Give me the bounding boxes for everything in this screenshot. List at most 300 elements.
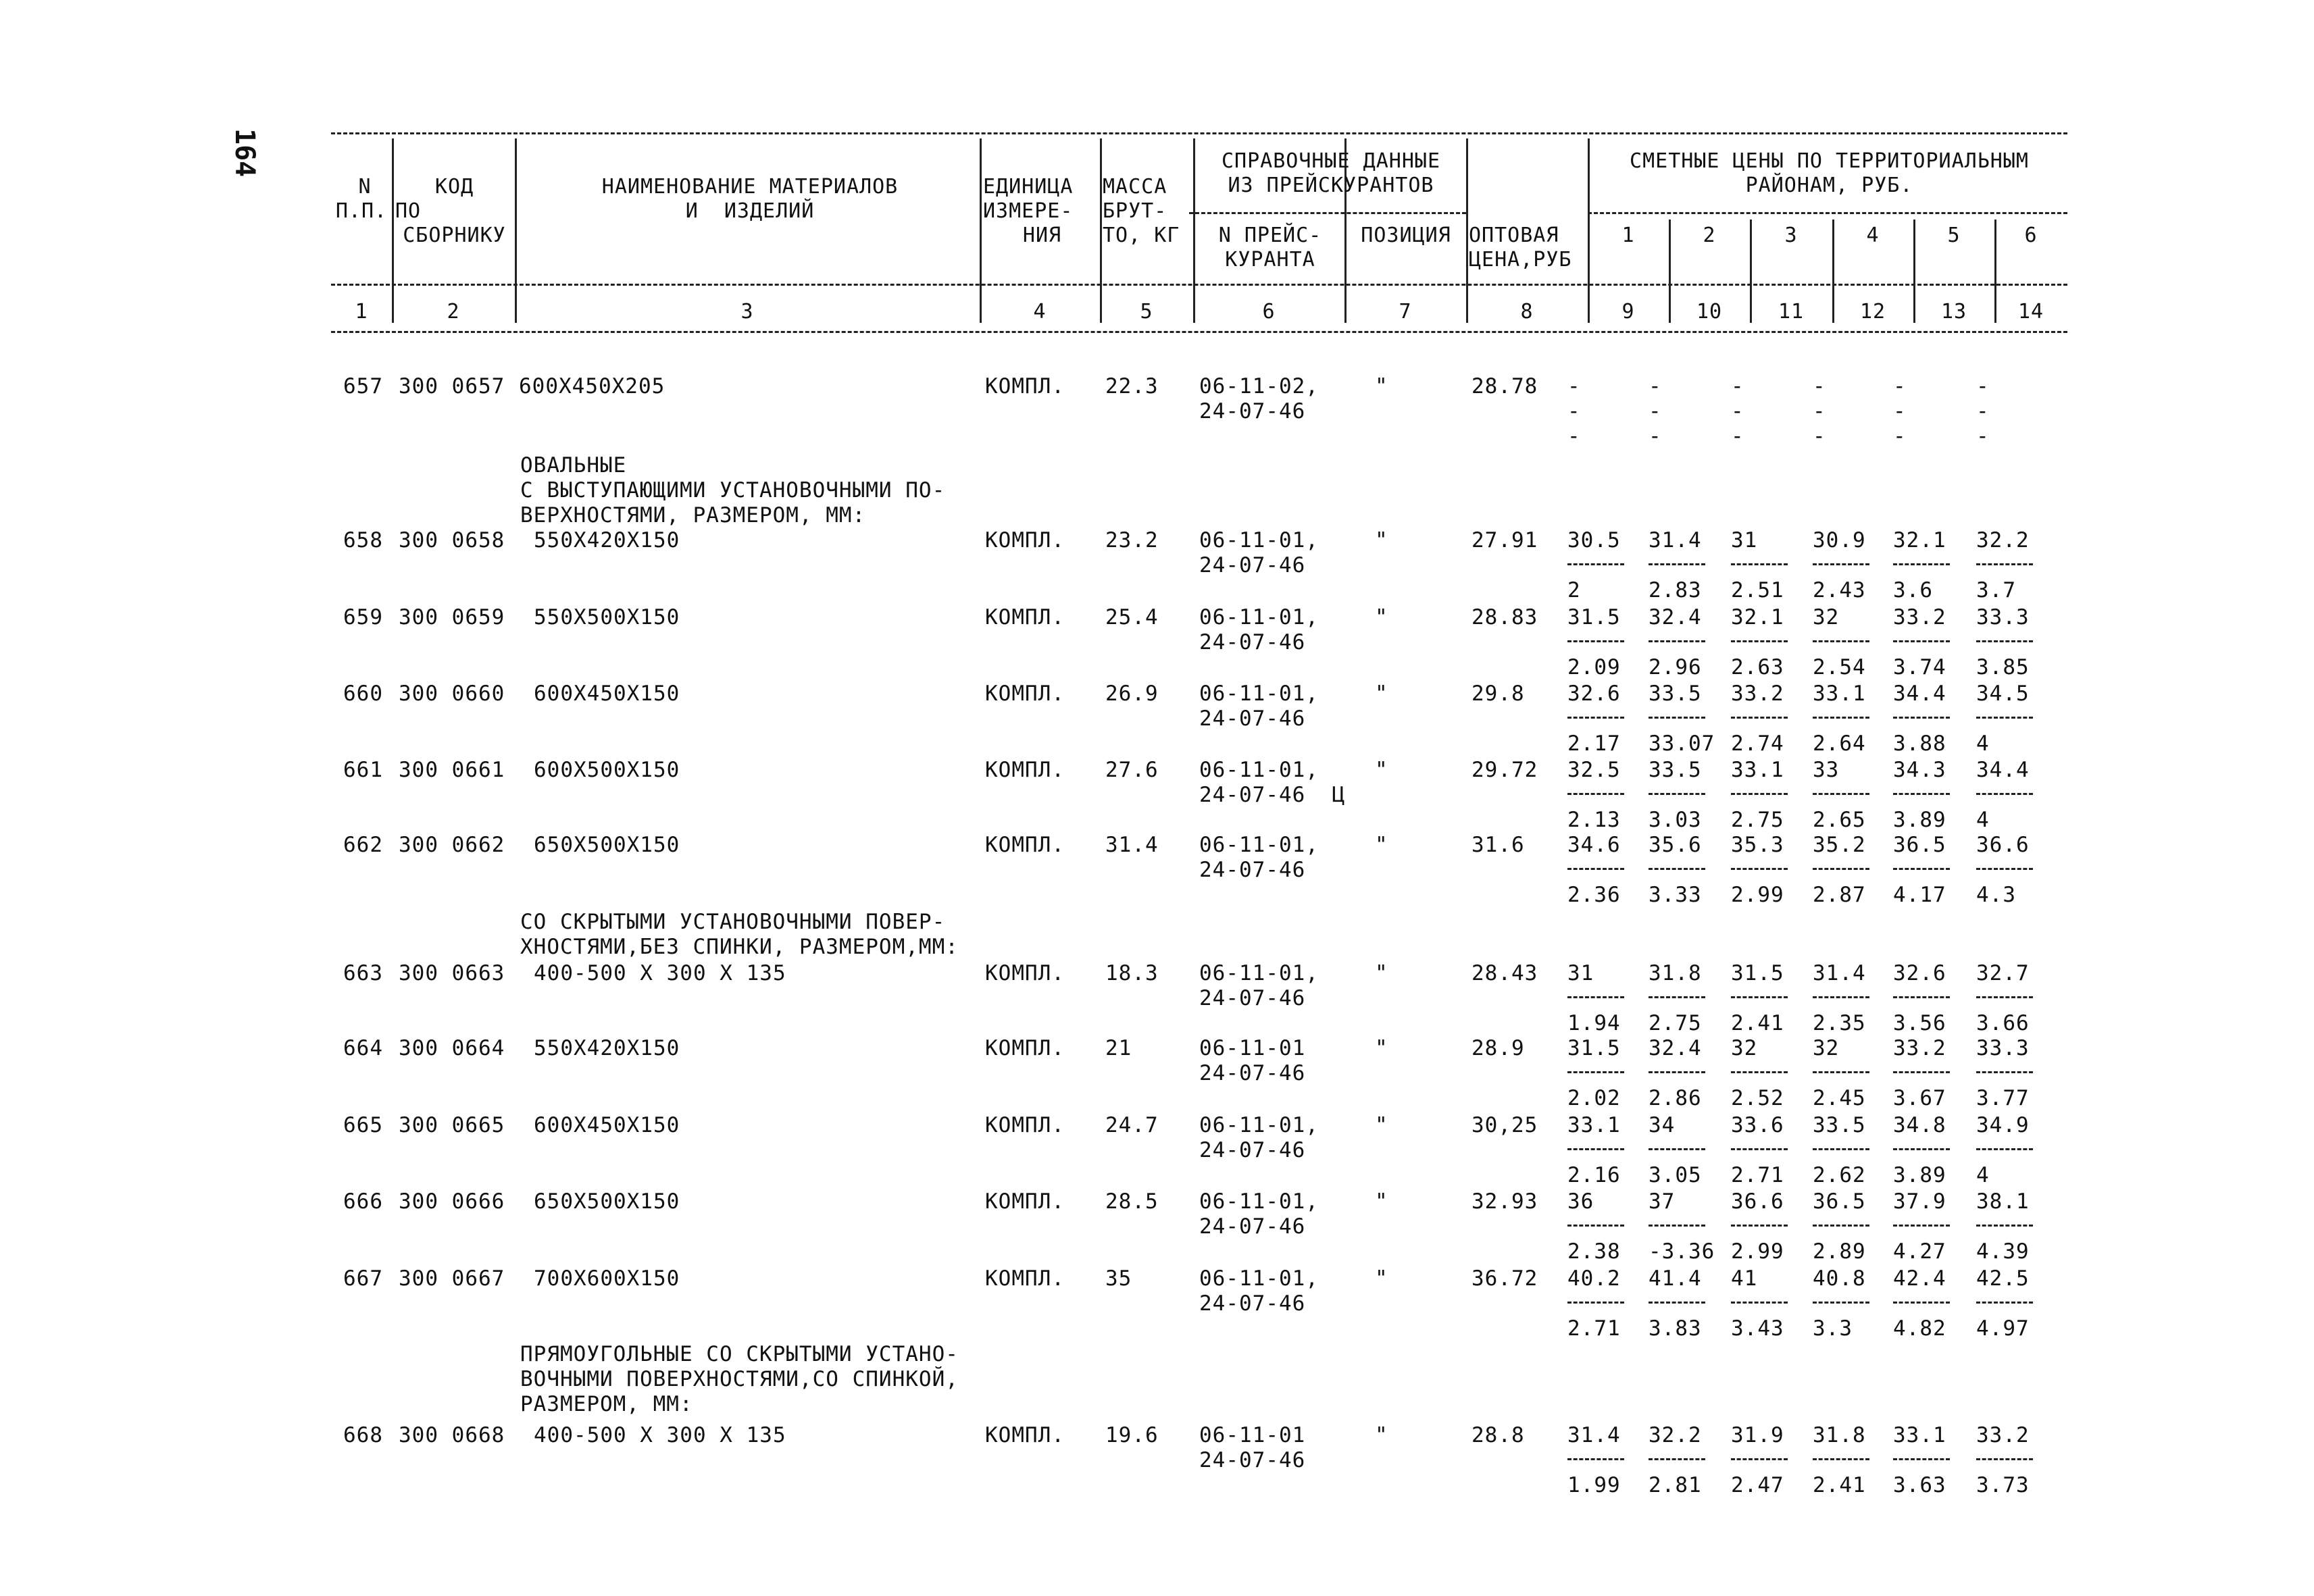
region-price: - xyxy=(1649,399,1662,423)
header-region-group-line2: РАЙОНАМ, РУБ. xyxy=(1745,174,1913,197)
row-unit: КОМПЛ. xyxy=(985,961,1065,985)
region-price: 2.89 xyxy=(1813,1239,1866,1264)
row-price-ref-2: 24-07-46 xyxy=(1199,630,1306,654)
region-price: 3.88 xyxy=(1893,731,1946,756)
region-price: 36.5 xyxy=(1893,833,1946,857)
fraction-rule xyxy=(1567,793,1624,795)
region-price: 30.9 xyxy=(1813,528,1866,552)
region-price: 4 xyxy=(1976,731,1990,756)
fraction-rule xyxy=(1976,793,2033,795)
fraction-rule xyxy=(1813,1071,1869,1073)
header-region-1: 1 xyxy=(1621,224,1635,247)
fraction-rule xyxy=(1649,640,1705,642)
row-price-ref: 06-11-01, xyxy=(1199,758,1319,782)
fraction-rule xyxy=(1649,1071,1705,1073)
row-name: 400-500 Х 300 Х 135 xyxy=(534,961,786,985)
fraction-rule xyxy=(1813,868,1869,870)
fraction-rule xyxy=(1649,793,1705,795)
header-col4-line1: ЕДИНИЦА xyxy=(983,175,1074,199)
row-price-ref-2: 24-07-46 xyxy=(1199,1214,1306,1239)
header-col5-line2: БРУТ- xyxy=(1103,199,1167,223)
fraction-rule xyxy=(1567,1302,1624,1304)
section-heading-line: ОВАЛЬНЫЕ xyxy=(520,453,627,478)
region-price: - xyxy=(1567,374,1581,398)
section-heading-line: С ВЫСТУПАЮЩИМИ УСТАНОВОЧНЫМИ ПО- xyxy=(520,478,946,503)
region-price: 2.99 xyxy=(1731,883,1784,907)
row-unit: КОМПЛ. xyxy=(985,1189,1065,1214)
header-column-number: 11 xyxy=(1778,300,1805,324)
row-mass: 23.2 xyxy=(1105,528,1159,552)
region-price: 4.3 xyxy=(1976,883,2016,907)
region-price: 2.87 xyxy=(1813,883,1866,907)
row-price-ref-2: 24-07-46 xyxy=(1199,1291,1306,1316)
fraction-rule xyxy=(1893,868,1950,870)
region-price: 2.75 xyxy=(1731,808,1784,832)
fraction-rule xyxy=(1731,996,1788,998)
header-region-group-line1: СМЕТНЫЕ ЦЕНЫ ПО ТЕРРИТОРИАЛЬНЫМ xyxy=(1630,149,2029,173)
region-price: 3.67 xyxy=(1893,1086,1946,1110)
fraction-rule xyxy=(1649,1302,1705,1304)
region-price: 33.1 xyxy=(1731,758,1784,782)
fraction-rule xyxy=(1893,996,1950,998)
fraction-rule xyxy=(1893,1148,1950,1150)
header-col-separator xyxy=(392,138,394,323)
region-price: 34.5 xyxy=(1976,681,2030,706)
row-code: 300 0660 xyxy=(399,681,505,706)
region-price: 34.4 xyxy=(1893,681,1946,706)
row-position: " xyxy=(1375,1423,1388,1447)
row-price-ref: 06-11-01, xyxy=(1199,605,1319,629)
row-price-ref: 06-11-01, xyxy=(1199,1113,1319,1137)
region-price: 2.47 xyxy=(1731,1473,1784,1497)
fraction-rule xyxy=(1976,868,2033,870)
row-code: 300 0668 xyxy=(399,1423,505,1447)
fraction-rule xyxy=(1567,1148,1624,1150)
row-number: 668 xyxy=(343,1423,383,1447)
row-wholesale: 28.83 xyxy=(1472,605,1538,629)
row-position: " xyxy=(1375,681,1388,706)
region-price: 32 xyxy=(1813,605,1840,629)
fraction-rule xyxy=(1976,996,2033,998)
header-col-separator xyxy=(1466,138,1468,323)
region-price: 32.2 xyxy=(1649,1423,1702,1447)
row-mass: 35 xyxy=(1105,1266,1132,1291)
region-price: 37.9 xyxy=(1893,1189,1946,1214)
region-price: - xyxy=(1813,374,1826,398)
row-unit: КОМПЛ. xyxy=(985,758,1065,782)
row-mass: 24.7 xyxy=(1105,1113,1159,1137)
fraction-rule xyxy=(1731,868,1788,870)
row-unit: КОМПЛ. xyxy=(985,1036,1065,1060)
row-wholesale: 31.6 xyxy=(1472,833,1525,857)
row-position: " xyxy=(1375,833,1388,857)
region-price: 33.1 xyxy=(1813,681,1866,706)
region-price: 3.7 xyxy=(1976,578,2016,602)
fraction-rule xyxy=(1567,640,1624,642)
row-unit: КОМПЛ. xyxy=(985,1266,1065,1291)
region-price: 2.62 xyxy=(1813,1163,1866,1187)
region-price: 2.83 xyxy=(1649,578,1702,602)
region-price: - xyxy=(1731,399,1744,423)
fraction-rule xyxy=(1813,1458,1869,1460)
row-number: 666 xyxy=(343,1189,383,1214)
region-price: 31.5 xyxy=(1567,605,1621,629)
row-price-ref-2: 24-07-46 xyxy=(1199,1448,1306,1472)
fraction-rule xyxy=(1731,563,1788,565)
region-price: 2.81 xyxy=(1649,1473,1702,1497)
row-price-ref: 06-11-01 xyxy=(1199,1036,1306,1060)
region-price: 2.96 xyxy=(1649,655,1702,679)
page-number: 164 xyxy=(229,128,260,178)
fraction-rule xyxy=(1976,1302,2033,1304)
region-price: 31 xyxy=(1731,528,1758,552)
header-column-number: 13 xyxy=(1940,300,1967,324)
region-price: 3.43 xyxy=(1731,1316,1784,1341)
row-name: 550Х500Х150 xyxy=(534,605,680,629)
region-price: 32.6 xyxy=(1893,961,1946,985)
row-price-ref: 06-11-02, xyxy=(1199,374,1319,398)
fraction-rule xyxy=(1731,1458,1788,1460)
row-price-ref-2: 24-07-46 xyxy=(1199,858,1306,882)
region-price: 2.45 xyxy=(1813,1086,1866,1110)
header-ref-group-line2: ИЗ ПРЕЙСКУРАНТОВ xyxy=(1228,174,1434,197)
header-mid-rule-regions xyxy=(1588,212,2067,214)
row-position: " xyxy=(1375,374,1388,398)
row-name: 650Х500Х150 xyxy=(534,833,680,857)
row-number: 658 xyxy=(343,528,383,552)
header-col8-line2: ЦЕНА,РУБ xyxy=(1469,248,1572,272)
fraction-rule xyxy=(1976,1458,2033,1460)
row-wholesale: 29.72 xyxy=(1472,758,1538,782)
region-price: - xyxy=(1567,424,1581,448)
fraction-rule xyxy=(1813,1148,1869,1150)
region-price: 31.4 xyxy=(1813,961,1866,985)
region-price: 2.41 xyxy=(1731,1011,1784,1035)
region-price: 4.97 xyxy=(1976,1316,2030,1341)
region-price: 3.73 xyxy=(1976,1473,2030,1497)
row-wholesale: 28.8 xyxy=(1472,1423,1525,1447)
region-price: 3.77 xyxy=(1976,1086,2030,1110)
header-col-separator xyxy=(980,138,982,323)
region-price: 2.36 xyxy=(1567,883,1621,907)
header-column-number: 8 xyxy=(1520,300,1534,324)
region-price: 3.66 xyxy=(1976,1011,2030,1035)
header-column-number: 14 xyxy=(2017,300,2044,324)
row-name: 600Х450Х150 xyxy=(534,681,680,706)
region-price: 2 xyxy=(1567,578,1581,602)
fraction-rule xyxy=(1731,717,1788,719)
header-region-3: 3 xyxy=(1784,224,1798,247)
fraction-rule xyxy=(1976,717,2033,719)
row-mass: 18.3 xyxy=(1105,961,1159,985)
header-col7: ПОЗИЦИЯ xyxy=(1361,224,1451,247)
fraction-rule xyxy=(1893,1071,1950,1073)
row-code: 300 0662 xyxy=(399,833,505,857)
row-unit: КОМПЛ. xyxy=(985,681,1065,706)
region-price: 4.39 xyxy=(1976,1239,2030,1264)
region-price: 3.63 xyxy=(1893,1473,1946,1497)
fraction-rule xyxy=(1893,717,1950,719)
row-price-ref-2: 24-07-46 xyxy=(1199,399,1306,423)
region-price: 1.99 xyxy=(1567,1473,1621,1497)
region-price: 37 xyxy=(1649,1189,1676,1214)
region-price: 31.4 xyxy=(1567,1423,1621,1447)
region-price: 4 xyxy=(1976,808,1990,832)
row-number: 660 xyxy=(343,681,383,706)
region-price: - xyxy=(1893,399,1907,423)
header-col3-line2: И ИЗДЕЛИЙ xyxy=(685,199,815,223)
region-price: 2.63 xyxy=(1731,655,1784,679)
region-price: 3.89 xyxy=(1893,808,1946,832)
header-col2-line2: ПО xyxy=(395,199,422,223)
region-price: 33.5 xyxy=(1649,758,1702,782)
region-price: 33.2 xyxy=(1976,1423,2030,1447)
header-col3-line1: НАИМЕНОВАНИЕ МАТЕРИАЛОВ xyxy=(601,175,899,199)
region-price: - xyxy=(1567,399,1581,423)
section-heading-line: ВЕРХНОСТЯМИ, РАЗМЕРОМ, ММ: xyxy=(520,503,866,527)
row-wholesale: 28.43 xyxy=(1472,961,1538,985)
region-price: 2.09 xyxy=(1567,655,1621,679)
fraction-rule xyxy=(1649,563,1705,565)
region-price: 33.2 xyxy=(1731,681,1784,706)
region-price: 34.9 xyxy=(1976,1113,2030,1137)
header-column-number: 7 xyxy=(1399,300,1412,324)
region-price: - xyxy=(1649,424,1662,448)
row-name: 550Х420Х150 xyxy=(534,528,680,552)
region-price: 2.02 xyxy=(1567,1086,1621,1110)
region-price: 35.2 xyxy=(1813,833,1866,857)
header-col8-line1: ОПТОВАЯ xyxy=(1469,224,1559,247)
region-price: 34.8 xyxy=(1893,1113,1946,1137)
region-price: 4.27 xyxy=(1893,1239,1946,1264)
row-number: 659 xyxy=(343,605,383,629)
row-wholesale: 32.93 xyxy=(1472,1189,1538,1214)
header-mid-rule-ref xyxy=(1189,212,1466,214)
region-price: 2.86 xyxy=(1649,1086,1702,1110)
row-name: 600Х500Х150 xyxy=(534,758,680,782)
region-price: 33.07 xyxy=(1649,731,1715,756)
row-position: " xyxy=(1375,528,1388,552)
region-price: 31.8 xyxy=(1649,961,1702,985)
fraction-rule xyxy=(1813,563,1869,565)
region-price: 32.7 xyxy=(1976,961,2030,985)
row-position: " xyxy=(1375,1036,1388,1060)
row-mass: 27.6 xyxy=(1105,758,1159,782)
region-price: 31.5 xyxy=(1567,1036,1621,1060)
row-position: " xyxy=(1375,1189,1388,1214)
region-price: 34.3 xyxy=(1893,758,1946,782)
region-price: 2.71 xyxy=(1731,1163,1784,1187)
fraction-rule xyxy=(1731,640,1788,642)
region-price: 4 xyxy=(1976,1163,1990,1187)
header-column-number: 3 xyxy=(740,300,754,324)
header-top-rule xyxy=(331,132,2067,134)
region-price: 34.6 xyxy=(1567,833,1621,857)
row-code: 300 0663 xyxy=(399,961,505,985)
section-heading-line: СО СКРЫТЫМИ УСТАНОВОЧНЫМИ ПОВЕР- xyxy=(520,910,946,934)
region-price: 33 xyxy=(1813,758,1840,782)
row-wholesale: 28.78 xyxy=(1472,374,1538,398)
region-price: - xyxy=(1976,424,1990,448)
header-region-2: 2 xyxy=(1703,224,1716,247)
region-price: - xyxy=(1813,424,1826,448)
row-unit: КОМПЛ. xyxy=(985,374,1065,398)
row-mass: 26.9 xyxy=(1105,681,1159,706)
row-unit: КОМПЛ. xyxy=(985,833,1065,857)
row-wholesale: 36.72 xyxy=(1472,1266,1538,1291)
region-price: 32 xyxy=(1731,1036,1758,1060)
region-price: 41 xyxy=(1731,1266,1758,1291)
fraction-rule xyxy=(1731,1225,1788,1227)
fraction-rule xyxy=(1976,1148,2033,1150)
fraction-rule xyxy=(1813,1302,1869,1304)
region-price: 31 xyxy=(1567,961,1594,985)
row-price-ref-2: 24-07-46 xyxy=(1199,706,1306,731)
region-price: 1.94 xyxy=(1567,1011,1621,1035)
row-wholesale: 28.9 xyxy=(1472,1036,1525,1060)
region-price: 38.1 xyxy=(1976,1189,2030,1214)
fraction-rule xyxy=(1649,717,1705,719)
region-price: 3.3 xyxy=(1813,1316,1853,1341)
row-position: " xyxy=(1375,605,1388,629)
region-price: 2.17 xyxy=(1567,731,1621,756)
row-price-ref: 06-11-01, xyxy=(1199,681,1319,706)
region-price: 32.4 xyxy=(1649,605,1702,629)
row-price-ref-2: 24-07-46 Ц xyxy=(1199,783,1346,807)
region-price: 32.5 xyxy=(1567,758,1621,782)
header-region-6: 6 xyxy=(2024,224,2038,247)
fraction-rule xyxy=(1731,1302,1788,1304)
fraction-rule xyxy=(1731,793,1788,795)
region-price: 3.89 xyxy=(1893,1163,1946,1187)
region-price: 31.5 xyxy=(1731,961,1784,985)
row-name: 600Х450Х150 xyxy=(534,1113,680,1137)
header-column-number: 10 xyxy=(1696,300,1723,324)
header-column-number: 6 xyxy=(1262,300,1276,324)
fraction-rule xyxy=(1567,1458,1624,1460)
region-price: 2.13 xyxy=(1567,808,1621,832)
region-price: 3.05 xyxy=(1649,1163,1702,1187)
region-price: 33.5 xyxy=(1649,681,1702,706)
header-ref-group-line1: СПРАВОЧНЫЕ ДАННЫЕ xyxy=(1221,149,1441,173)
region-price: 3.56 xyxy=(1893,1011,1946,1035)
fraction-rule xyxy=(1976,1071,2033,1073)
fraction-rule xyxy=(1893,793,1950,795)
region-price: 2.75 xyxy=(1649,1011,1702,1035)
region-price: 2.52 xyxy=(1731,1086,1784,1110)
header-region-4: 4 xyxy=(1866,224,1880,247)
fraction-rule xyxy=(1567,868,1624,870)
region-price: 35.3 xyxy=(1731,833,1784,857)
fraction-rule xyxy=(1567,563,1624,565)
region-price: 31.4 xyxy=(1649,528,1702,552)
region-price: 3.03 xyxy=(1649,808,1702,832)
region-price: 31.8 xyxy=(1813,1423,1866,1447)
header-col5-line3: ТО, КГ xyxy=(1103,224,1180,247)
row-unit: КОМПЛ. xyxy=(985,1423,1065,1447)
fraction-rule xyxy=(1567,1225,1624,1227)
region-price: - xyxy=(1893,374,1907,398)
fraction-rule xyxy=(1649,996,1705,998)
region-price: 35.6 xyxy=(1649,833,1702,857)
region-price: 32.4 xyxy=(1649,1036,1702,1060)
fraction-rule xyxy=(1976,640,2033,642)
header-col6-line1: N ПРЕЙС- xyxy=(1218,224,1322,247)
header-sub-rule xyxy=(331,284,2067,286)
region-price: 4.82 xyxy=(1893,1316,1946,1341)
region-price: 36.6 xyxy=(1731,1189,1784,1214)
row-code: 300 0664 xyxy=(399,1036,505,1060)
region-price: 34.4 xyxy=(1976,758,2030,782)
row-number: 663 xyxy=(343,961,383,985)
fraction-rule xyxy=(1813,717,1869,719)
fraction-rule xyxy=(1649,1225,1705,1227)
header-col5-line1: МАССА xyxy=(1103,175,1167,199)
region-price: 32.6 xyxy=(1567,681,1621,706)
row-code: 300 0661 xyxy=(399,758,505,782)
region-price: - xyxy=(1813,399,1826,423)
section-heading-line: ПРЯМОУГОЛЬНЫЕ СО СКРЫТЫМИ УСТАНО- xyxy=(520,1342,959,1366)
header-col1-line1: N xyxy=(358,175,372,199)
row-mass: 31.4 xyxy=(1105,833,1159,857)
row-price-ref-2: 24-07-46 xyxy=(1199,1138,1306,1162)
section-heading-line: ВОЧНЫМИ ПОВЕРХНОСТЯМИ,СО СПИНКОЙ, xyxy=(520,1367,959,1391)
header-region-5: 5 xyxy=(1947,224,1961,247)
region-price: 3.6 xyxy=(1893,578,1933,602)
fraction-rule xyxy=(1649,1148,1705,1150)
fraction-rule xyxy=(1976,1225,2033,1227)
row-price-ref: 06-11-01, xyxy=(1199,1189,1319,1214)
fraction-rule xyxy=(1813,996,1869,998)
row-wholesale: 30,25 xyxy=(1472,1113,1538,1137)
region-price: 32.2 xyxy=(1976,528,2030,552)
header-bottom-rule xyxy=(331,331,2067,333)
row-mass: 25.4 xyxy=(1105,605,1159,629)
header-column-number: 12 xyxy=(1859,300,1886,324)
fraction-rule xyxy=(1893,640,1950,642)
region-price: 33.5 xyxy=(1813,1113,1866,1137)
row-price-ref-2: 24-07-46 xyxy=(1199,553,1306,577)
region-price: - xyxy=(1893,424,1907,448)
region-price: 2.64 xyxy=(1813,731,1866,756)
section-heading-line: РАЗМЕРОМ, ММ: xyxy=(520,1392,693,1416)
fraction-rule xyxy=(1567,717,1624,719)
fraction-rule xyxy=(1567,1071,1624,1073)
region-price: 33.1 xyxy=(1567,1113,1621,1137)
row-code: 300 0658 xyxy=(399,528,505,552)
region-price: - xyxy=(1649,374,1662,398)
row-price-ref-2: 24-07-46 xyxy=(1199,1061,1306,1085)
region-price: - xyxy=(1731,374,1744,398)
fraction-rule xyxy=(1567,996,1624,998)
row-position: " xyxy=(1375,1266,1388,1291)
region-price: 42.5 xyxy=(1976,1266,2030,1291)
row-price-ref: 06-11-01, xyxy=(1199,961,1319,985)
region-price: 33.6 xyxy=(1731,1113,1784,1137)
region-price: 3.85 xyxy=(1976,655,2030,679)
region-price: 36 xyxy=(1567,1189,1594,1214)
row-mass: 19.6 xyxy=(1105,1423,1159,1447)
fraction-rule xyxy=(1976,563,2033,565)
row-mass: 21 xyxy=(1105,1036,1132,1060)
fraction-rule xyxy=(1813,1225,1869,1227)
fraction-rule xyxy=(1893,1302,1950,1304)
row-code: 300 0657 xyxy=(399,374,505,398)
region-price: 2.41 xyxy=(1813,1473,1866,1497)
row-number: 665 xyxy=(343,1113,383,1137)
row-price-ref-2: 24-07-46 xyxy=(1199,986,1306,1010)
region-price: 40.8 xyxy=(1813,1266,1866,1291)
